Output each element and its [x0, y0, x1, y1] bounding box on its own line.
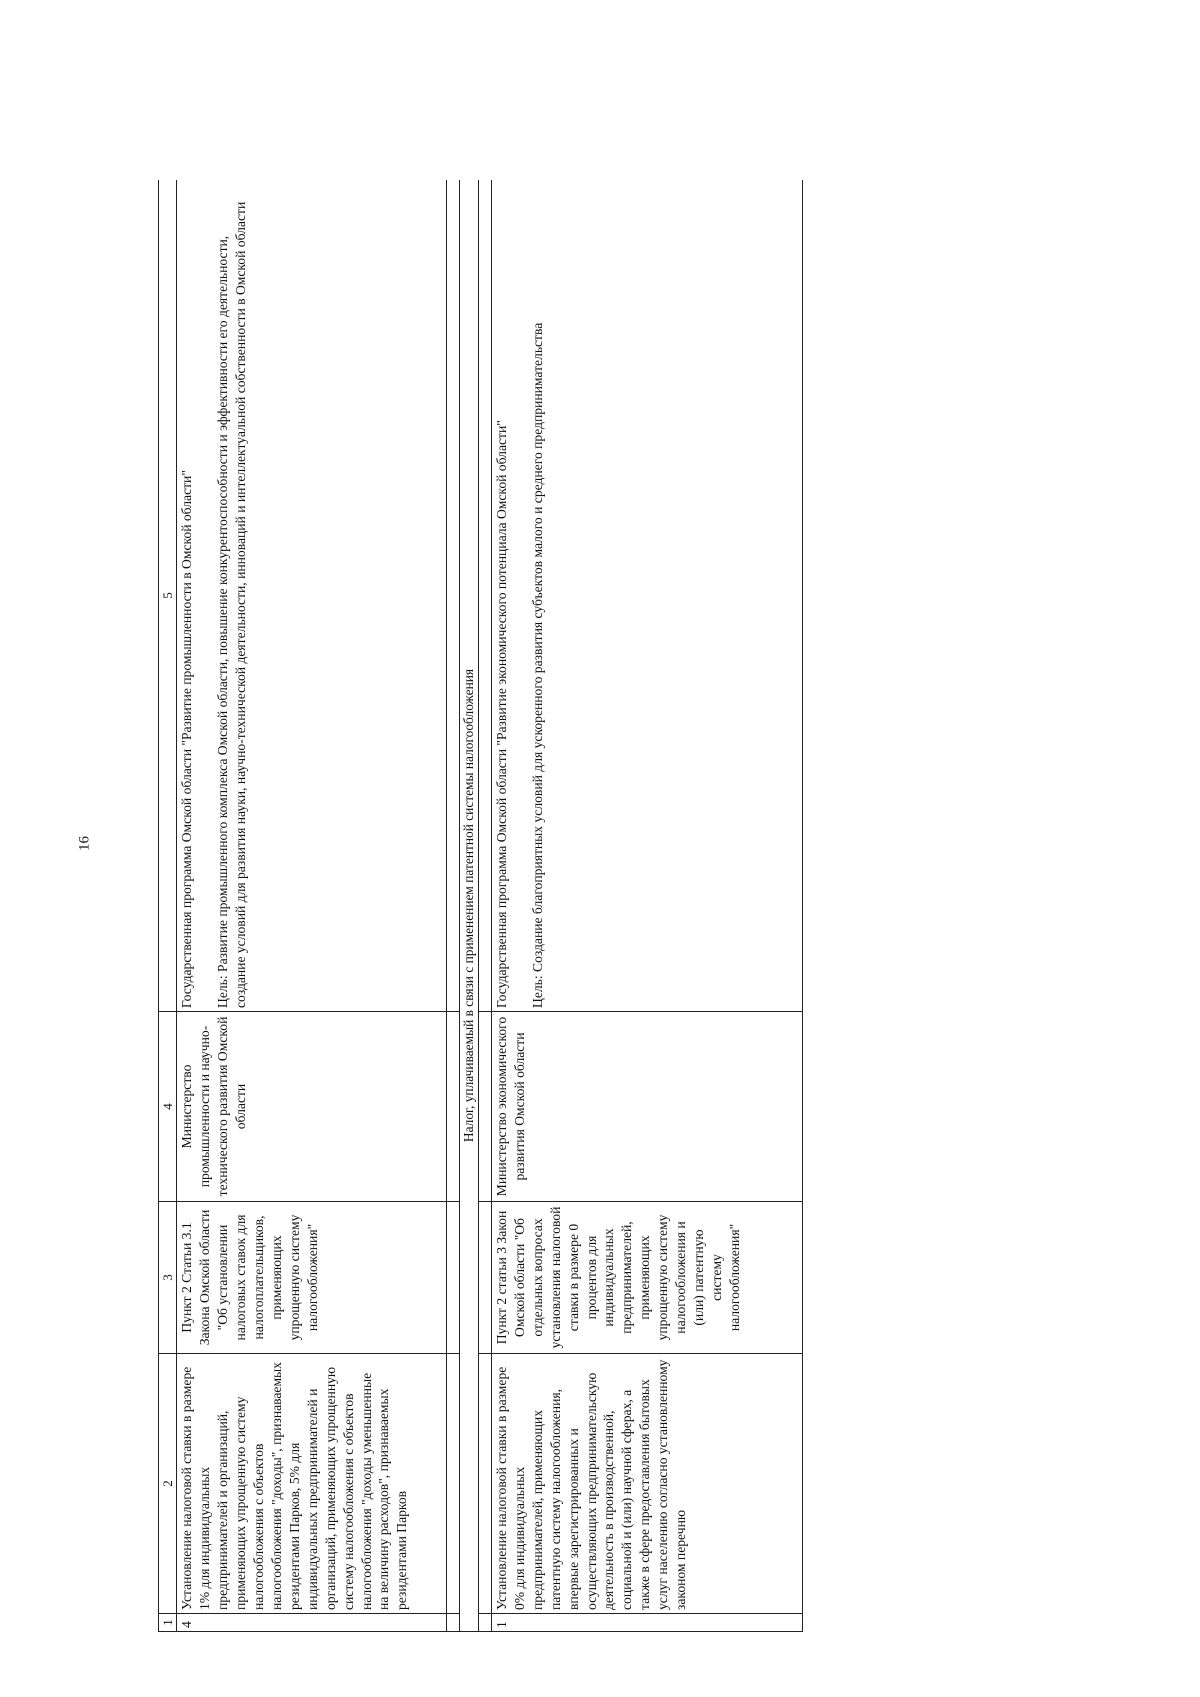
program-goal: Цель: Создание благоприятных условий для ускоренного развития субъектов малого и среднего предпринимательства — [529, 322, 545, 1008]
rotated-table-frame — [158, 180, 803, 1632]
program-cell — [177, 180, 447, 1012]
table-container — [158, 180, 803, 1632]
program-cell — [491, 180, 802, 1012]
row-number: 4 — [177, 1614, 447, 1632]
spacer-row — [478, 180, 491, 1632]
header-cell-2: 2 — [159, 1354, 177, 1614]
tax-benefits-table — [158, 180, 803, 1632]
spacer-row — [447, 180, 460, 1632]
column-number-row — [159, 180, 177, 1632]
responsible-ministry: Министерство экономического развития Омской области — [491, 1012, 802, 1202]
row-number: 1 — [491, 1614, 802, 1632]
legal-basis: Пункт 2 Статьи 3.1 Закона Омской области "Об установлении налоговых ставок для налогоплательщиков, применяющих упрощенную систему налогообложения" — [177, 1202, 447, 1354]
header-cell-4: 4 — [159, 1012, 177, 1202]
table-row — [177, 180, 447, 1632]
page-number: 16 — [76, 836, 93, 851]
program-title: Государственная программа Омской области "Развитие промышленности в Омской области" — [179, 470, 195, 1008]
program-goal: Цель: Развитие промышленного комплекса Омской области, повышение конкурентоспособности и эффективности его деятельности, создание условий для развития науки, научно-технической деятельности, инноваций и интеллектуальной собственности в Омской области — [215, 201, 249, 1008]
program-title: Государственная программа Омской области "Развитие экономического потенциала Омской области" — [493, 420, 509, 1008]
header-cell-3: 3 — [159, 1202, 177, 1354]
section-title: Налог, уплачиваемый в связи с применением патентной системы налогообложения — [460, 180, 479, 1632]
header-cell-5: 5 — [159, 180, 177, 1012]
header-cell-1: 1 — [159, 1614, 177, 1632]
section-heading-row — [460, 180, 479, 1632]
benefit-description: Установление налоговой ставки в размере 1% для индивидуальных предпринимателей и организаций, применяющих упрощенную систему налогообложения с объектов налогообложения "доходы", признаваемых резидентами Парков, 5% для индивидуальных предпринимателей и организаций, применяющих упрощенную систему налогообложения с объектов налогообложения "доходы уменьшенные на величину расходов", признаваемых резидентами Парков — [177, 1354, 447, 1614]
responsible-ministry: Министерство промышленности и научно-технического развития Омской области — [177, 1012, 447, 1202]
legal-basis: Пункт 2 статьи 3 Закон Омской области "Об отдельных вопросах установления налоговой ставки в размере 0 процентов для индивидуальных предпринимателей, применяющих упрощенную систему налогообложения и (или) патентную систему налогообложения" — [491, 1202, 802, 1354]
table-row — [491, 180, 802, 1632]
benefit-description: Установление налоговой ставки в размере 0% для индивидуальных предпринимателей, применяющих патентную систему налогообложения, впервые зарегистрированных и осуществляющих предпринимательскую деятельность в производственной, социальной и (или) научной сферах, а также в сфере предоставления бытовых услуг населению согласно установленному законом перечню — [491, 1354, 802, 1614]
